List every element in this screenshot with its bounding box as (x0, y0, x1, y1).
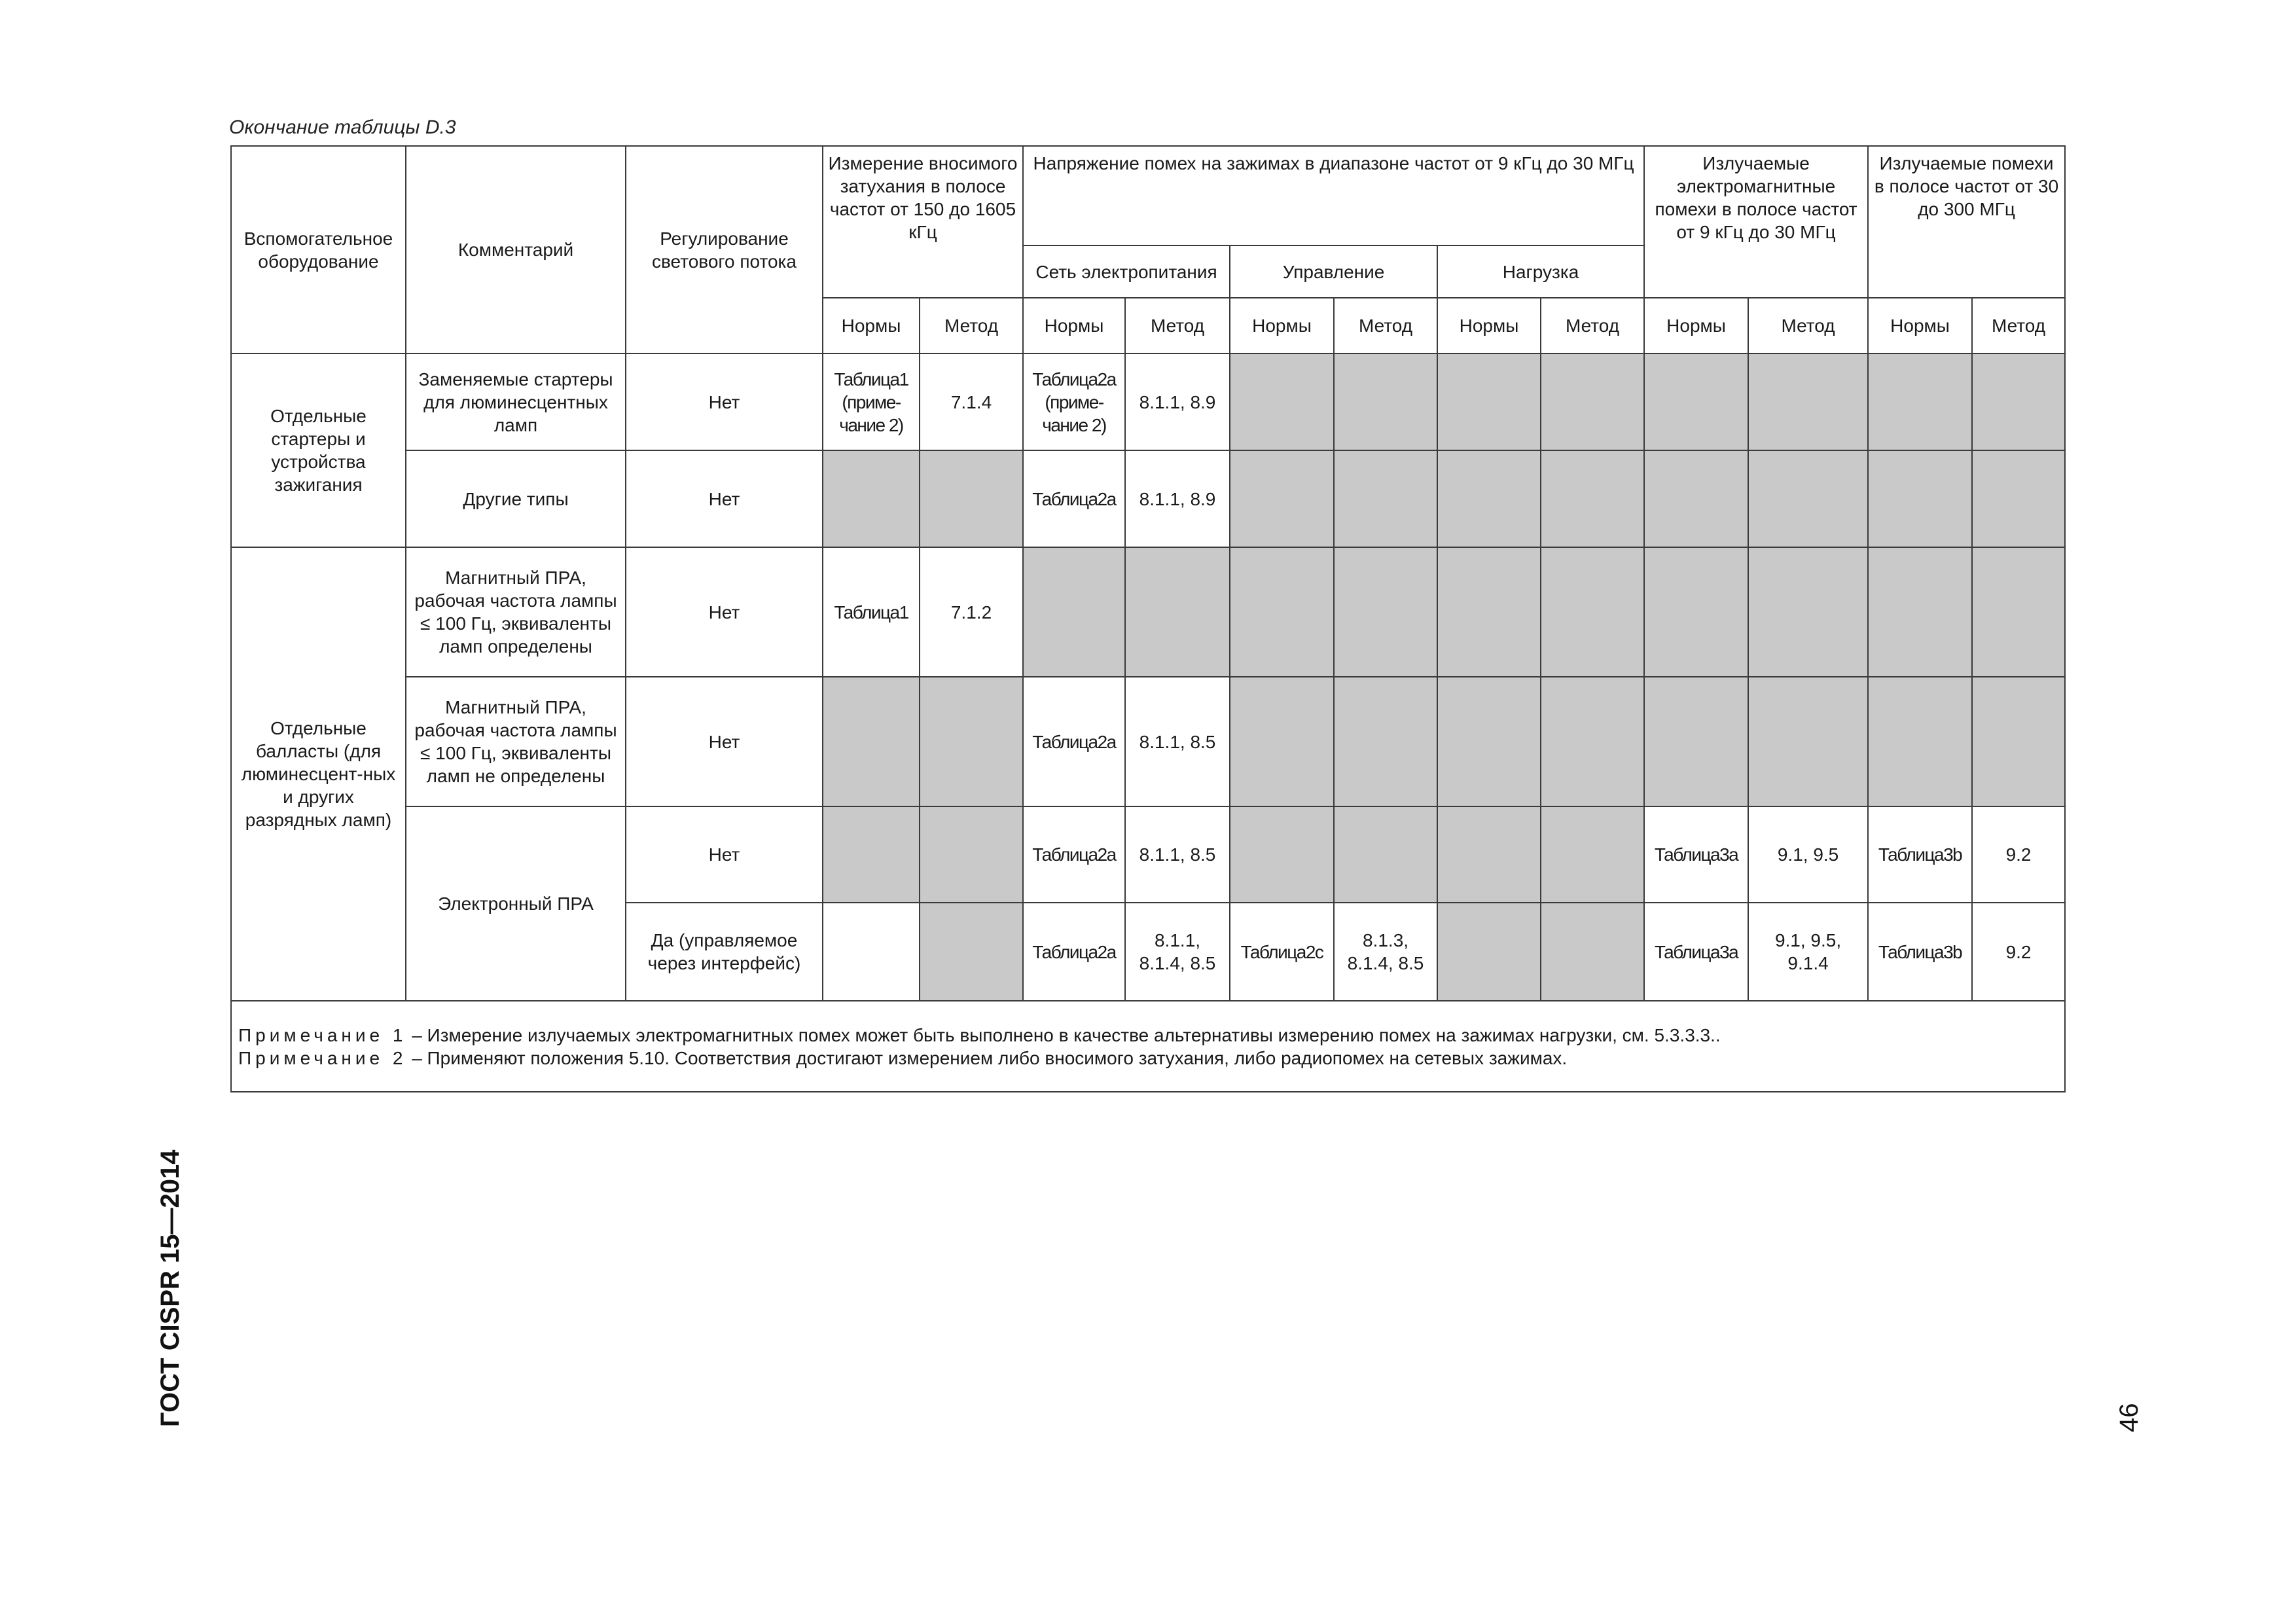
empty-cell (1023, 547, 1125, 677)
table-row (231, 450, 2065, 547)
header-mains: Сеть электропитания (1023, 245, 1230, 298)
row-comment: Магнитный ПРА, рабочая частота лампы ≤ 100 Гц, эквиваленты ламп не определены (406, 677, 626, 806)
il-method: 7.1.2 (920, 547, 1023, 677)
empty-cell (1437, 353, 1541, 450)
table-row (231, 677, 2065, 806)
empty-cell (823, 806, 920, 903)
group-starters: Отдельные стартеры и устройства зажигания (231, 353, 406, 547)
il-norm: Таблица1 (приме-чание 2) (823, 353, 920, 450)
empty-cell (1437, 450, 1541, 547)
mains-norm: Таблица2а (1023, 806, 1125, 903)
rad2-norm: Таблица3b (1868, 806, 1972, 903)
empty-cell (1868, 547, 1972, 677)
empty-cell (1644, 450, 1748, 547)
header-terminal-voltage: Напряжение помех на зажимах в диапазоне частот от 9 кГц до 30 МГц (1023, 146, 1644, 245)
empty-cell (1644, 353, 1748, 450)
header-comment: Комментарий (406, 146, 626, 353)
notes-cell (231, 1001, 2065, 1092)
notes-row (231, 1001, 2065, 1092)
empty-cell (1334, 806, 1437, 903)
header-aux-equipment: Вспомогательное оборудование (231, 146, 406, 353)
empty-cell (1972, 677, 2065, 806)
empty-cell (823, 677, 920, 806)
empty-cell (1748, 450, 1868, 547)
mains-method: 8.1.1, 8.9 (1125, 450, 1230, 547)
empty-cell (1748, 547, 1868, 677)
empty-cell (1334, 547, 1437, 677)
row-flux: Нет (626, 806, 823, 903)
group-ballasts: Отдельные балласты (для люминесцент-ных и других разрядных ламп) (231, 547, 406, 1001)
mains-norm: Таблица2а (1023, 903, 1125, 1001)
header-norms: Нормы (1023, 298, 1125, 353)
empty-cell (1541, 677, 1644, 806)
empty-cell (1541, 903, 1644, 1001)
empty-cell (920, 677, 1023, 806)
il-method: 7.1.4 (920, 353, 1023, 450)
row-flux: Нет (626, 677, 823, 806)
il-norm: Таблица1 (823, 547, 920, 677)
header-method: Метод (1748, 298, 1868, 353)
rad2-method: 9.2 (1972, 806, 2065, 903)
row-comment: Электронный ПРА (406, 806, 626, 1001)
empty-cell (1972, 353, 2065, 450)
row-comment: Другие типы (406, 450, 626, 547)
empty-cell (1230, 450, 1334, 547)
empty-cell (1437, 903, 1541, 1001)
empty-cell (1125, 547, 1230, 677)
row-flux: Да (управляемое через интерфейс) (626, 903, 823, 1001)
empty-cell (1230, 353, 1334, 450)
empty-cell (1230, 806, 1334, 903)
mains-method: 8.1.1, 8.5 (1125, 677, 1230, 806)
ctrl-norm: Таблица2с (1230, 903, 1334, 1001)
empty-cell (1334, 677, 1437, 806)
header-control: Управление (1230, 245, 1437, 298)
header-radiated-em: Излучаемые электромагнитные помехи в полосе частот от 9 кГц до 30 МГц (1644, 146, 1868, 298)
table-row (231, 806, 2065, 903)
header-insertion-loss: Измерение вносимого затухания в полосе частот от 150 до 1605 кГц (823, 146, 1023, 298)
empty-cell (1334, 353, 1437, 450)
note-1-label: Примечание 1 (238, 1024, 407, 1045)
header-load: Нагрузка (1437, 245, 1644, 298)
empty-cell (823, 450, 920, 547)
empty-cell (1334, 450, 1437, 547)
header-method: Метод (1541, 298, 1644, 353)
rad-norm: Таблица3а (1644, 806, 1748, 903)
header-flux-control: Регулирование светового потока (626, 146, 823, 353)
mains-method: 8.1.1, 8.5 (1125, 806, 1230, 903)
table-row (231, 353, 2065, 450)
note-2 (238, 1047, 2058, 1070)
header-method: Метод (1334, 298, 1437, 353)
mains-norm: Таблица2а (1023, 450, 1125, 547)
empty-cell (1868, 450, 1972, 547)
rad2-method: 9.2 (1972, 903, 2065, 1001)
note-1-text: – Измерение излучаемых электромагнитных помех может быть выполнено в качестве альтернативы измерению помех на зажимах нагрузки, см. 5.3.3.3.. (406, 1024, 1721, 1045)
note-2-label: Примечание 2 (238, 1047, 407, 1068)
table-caption: Окончание таблицы D.3 (229, 117, 456, 138)
rad-method: 9.1, 9.5 (1748, 806, 1868, 903)
mains-norm: Таблица2а (1023, 677, 1125, 806)
empty-cell (1748, 353, 1868, 450)
row-flux: Нет (626, 450, 823, 547)
note-1 (238, 1024, 2058, 1047)
empty-cell (1541, 806, 1644, 903)
header-norms: Нормы (1437, 298, 1541, 353)
page-number: 46 (2115, 1403, 2144, 1432)
empty-cell (1437, 547, 1541, 677)
table-row (231, 547, 2065, 677)
empty-cell (1972, 547, 2065, 677)
rad2-norm: Таблица3b (1868, 903, 1972, 1001)
header-norms: Нормы (1644, 298, 1748, 353)
empty-cell (1748, 677, 1868, 806)
row-comment: Магнитный ПРА, рабочая частота лампы ≤ 100 Гц, эквиваленты ламп определены (406, 547, 626, 677)
empty-cell (1644, 677, 1748, 806)
row-flux: Нет (626, 353, 823, 450)
header-norms: Нормы (1868, 298, 1972, 353)
empty-cell (1230, 547, 1334, 677)
empty-cell (920, 806, 1023, 903)
header-norms: Нормы (1230, 298, 1334, 353)
header-method: Метод (1125, 298, 1230, 353)
empty-cell (1868, 677, 1972, 806)
rad-norm: Таблица3а (1644, 903, 1748, 1001)
requirements-table (230, 145, 2066, 1092)
header-radiated-30-300: Излучаемые помехи в полосе частот от 30 до 300 МГц (1868, 146, 2065, 298)
mains-norm: Таблица2а (приме-чание 2) (1023, 353, 1125, 450)
header-norms: Нормы (823, 298, 920, 353)
empty-cell (1868, 353, 1972, 450)
empty-cell (920, 450, 1023, 547)
empty-cell (1541, 353, 1644, 450)
row-flux: Нет (626, 547, 823, 677)
empty-cell (1541, 450, 1644, 547)
mains-method: 8.1.1, 8.1.4, 8.5 (1125, 903, 1230, 1001)
header-method: Метод (920, 298, 1023, 353)
row-comment: Заменяемые стартеры для люминесцентных ламп (406, 353, 626, 450)
standard-designation: ГОСТ CISPR 15—2014 (156, 1149, 185, 1427)
empty-cell (1541, 547, 1644, 677)
empty-cell (1437, 677, 1541, 806)
ctrl-method: 8.1.3, 8.1.4, 8.5 (1334, 903, 1437, 1001)
mains-method: 8.1.1, 8.9 (1125, 353, 1230, 450)
empty-cell (1437, 806, 1541, 903)
empty-cell (920, 903, 1023, 1001)
header-method: Метод (1972, 298, 2065, 353)
empty-cell (823, 903, 920, 1001)
note-2-text: – Применяют положения 5.10. Соответствия достигают измерением либо вносимого затухания, либо радиопомех на сетевых зажимах. (406, 1047, 1568, 1068)
empty-cell (1644, 547, 1748, 677)
empty-cell (1972, 450, 2065, 547)
empty-cell (1230, 677, 1334, 806)
rad-method: 9.1, 9.5, 9.1.4 (1748, 903, 1868, 1001)
